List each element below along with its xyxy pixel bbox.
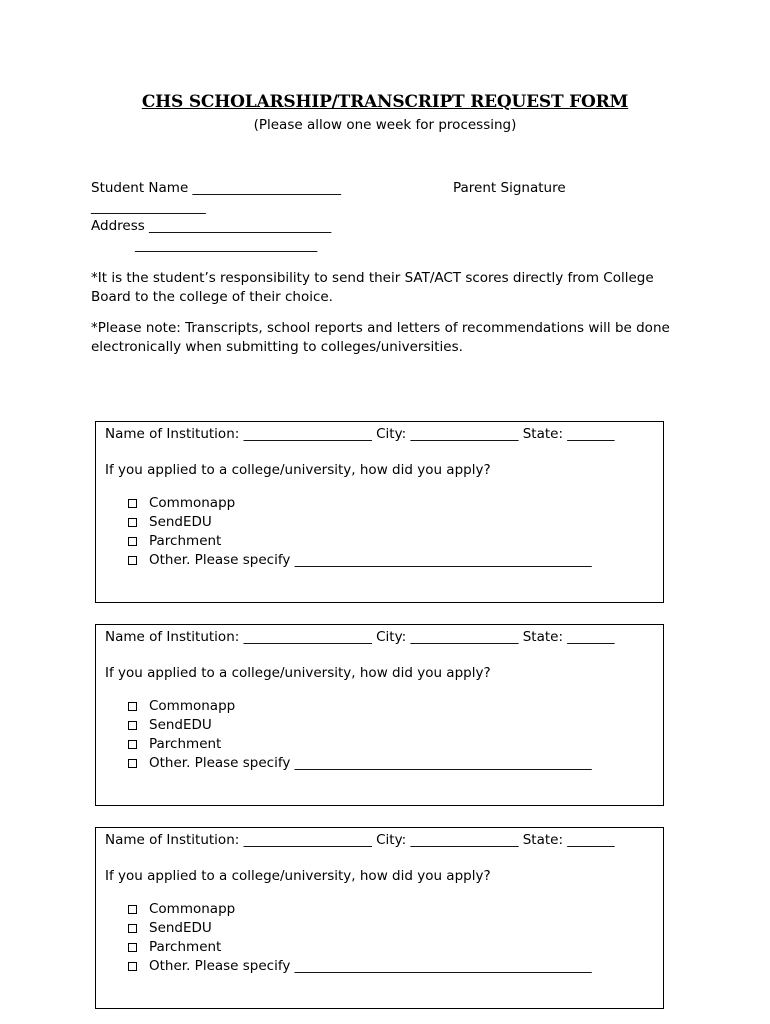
checkbox-icon[interactable]: [128, 759, 137, 768]
option-label: Other. Please specify ____________________________________________: [149, 552, 592, 568]
option-label: Other. Please specify ____________________________________________: [149, 958, 592, 974]
checkbox-icon[interactable]: [128, 924, 137, 933]
institution-box-1: [95, 421, 664, 603]
electronic-note: *Please note: Transcripts, school reports and letters of recommendations will be done electronically when submitting to colleges/universities.: [91, 320, 670, 355]
option-label: Commonapp: [149, 901, 236, 917]
institution-city-state-field[interactable]: Name of Institution: ___________________ City: ________________ State: _______: [105, 629, 615, 645]
sat-act-note: *It is the student’s responsibility to send their SAT/ACT scores directly from College Board to the college of their choice.: [91, 270, 654, 305]
institution-box-2: [95, 624, 664, 806]
institution-box-3: [95, 827, 664, 1009]
checkbox-icon[interactable]: [128, 499, 137, 508]
checkbox-icon[interactable]: [128, 518, 137, 527]
application-question: If you applied to a college/university, how did you apply?: [105, 868, 491, 884]
option-sendedu[interactable]: [128, 513, 592, 532]
option-sendedu[interactable]: [128, 919, 592, 938]
option-commonapp[interactable]: [128, 900, 592, 919]
checkbox-icon[interactable]: [128, 702, 137, 711]
option-other[interactable]: [128, 551, 592, 570]
option-label: Commonapp: [149, 698, 236, 714]
checkbox-icon[interactable]: [128, 943, 137, 952]
option-label: Parchment: [149, 736, 222, 752]
application-question: If you applied to a college/university, how did you apply?: [105, 665, 491, 681]
address-field[interactable]: Address ___________________________: [91, 218, 332, 234]
form-subtitle: (Please allow one week for processing): [253, 117, 517, 133]
student-name-field[interactable]: Student Name ______________________: [91, 180, 342, 196]
option-label: Commonapp: [149, 495, 236, 511]
checkbox-icon[interactable]: [128, 962, 137, 971]
option-commonapp[interactable]: [128, 697, 592, 716]
checkbox-icon[interactable]: [128, 905, 137, 914]
option-other[interactable]: [128, 957, 592, 976]
option-parchment[interactable]: [128, 532, 592, 551]
form-title: CHS SCHOLARSHIP/TRANSCRIPT REQUEST FORM: [141, 92, 629, 112]
institution-city-state-field[interactable]: Name of Institution: ___________________ City: ________________ State: _______: [105, 426, 615, 442]
checkbox-icon[interactable]: [128, 556, 137, 565]
option-label: SendEDU: [149, 920, 212, 936]
application-method-options: [128, 697, 592, 773]
option-parchment[interactable]: [128, 735, 592, 754]
option-other[interactable]: [128, 754, 592, 773]
application-question: If you applied to a college/university, how did you apply?: [105, 462, 491, 478]
application-method-options: [128, 900, 592, 976]
option-commonapp[interactable]: [128, 494, 592, 513]
checkbox-icon[interactable]: [128, 537, 137, 546]
parent-signature-label: Parent Signature: [453, 180, 566, 196]
parent-signature-field[interactable]: _________________: [91, 199, 206, 215]
application-method-options: [128, 494, 592, 570]
option-label: Other. Please specify ____________________________________________: [149, 755, 592, 771]
institution-city-state-field[interactable]: Name of Institution: ___________________ City: ________________ State: _______: [105, 832, 615, 848]
address-field-line2[interactable]: ___________________________: [135, 237, 318, 253]
option-label: Parchment: [149, 939, 222, 955]
checkbox-icon[interactable]: [128, 721, 137, 730]
option-label: SendEDU: [149, 717, 212, 733]
option-sendedu[interactable]: [128, 716, 592, 735]
option-label: Parchment: [149, 533, 222, 549]
option-label: SendEDU: [149, 514, 212, 530]
option-parchment[interactable]: [128, 938, 592, 957]
checkbox-icon[interactable]: [128, 740, 137, 749]
